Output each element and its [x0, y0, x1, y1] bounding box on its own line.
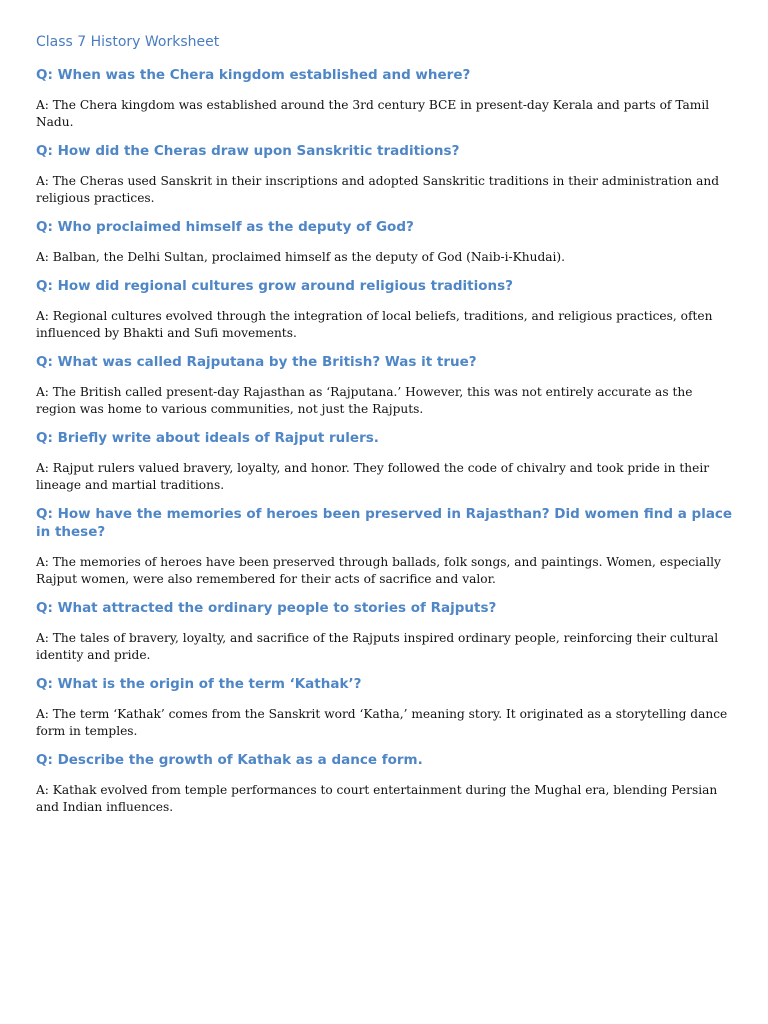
- qa-item-8: [36, 599, 734, 664]
- question-text: Q: When was the Chera kingdom established and where?: [36, 67, 471, 83]
- qa-item-10: [36, 751, 734, 816]
- answer-text: A: The term ‘Kathak’ comes from the Sanskrit word ‘Katha,’ meaning story. It originated as a storytelling dance form in temples.: [36, 707, 728, 738]
- answer-text: A: The memories of heroes have been preserved through ballads, folk songs, and paintings. Women, especially Rajput women, were also remembered for their acts of sacrifice and valor.: [36, 555, 721, 586]
- answer-text: A: The tales of bravery, loyalty, and sacrifice of the Rajputs inspired ordinary people, reinforcing their cultural identity and pride.: [36, 631, 719, 662]
- qa-item-3: [36, 218, 734, 266]
- answer-text: A: Regional cultures evolved through the integration of local beliefs, traditions, and religious practices, often influenced by Bhakti and Sufi movements.: [36, 309, 713, 340]
- question-text: Q: How have the memories of heroes been preserved in Rajasthan? Did women find a place in these?: [36, 506, 733, 540]
- answer-text: A: Kathak evolved from temple performances to court entertainment during the Mughal era, blending Persian and Indian influences.: [36, 783, 718, 814]
- answer-text: A: Balban, the Delhi Sultan, proclaimed himself as the deputy of God (Naib-i-Khudai).: [36, 250, 566, 264]
- qa-item-6: [36, 429, 734, 494]
- document-title: Class 7 History Worksheet: [36, 34, 220, 50]
- question-text: Q: How did the Cheras draw upon Sanskritic traditions?: [36, 143, 460, 159]
- qa-item-2: [36, 142, 734, 207]
- question-text: Q: What is the origin of the term ‘Kathak’?: [36, 676, 362, 692]
- question-text: Q: Briefly write about ideals of Rajput rulers.: [36, 430, 379, 446]
- qa-item-9: [36, 675, 734, 740]
- answer-text: A: The Chera kingdom was established around the 3rd century BCE in present-day Kerala and parts of Tamil Nadu.: [36, 98, 710, 129]
- question-text: Q: What was called Rajputana by the British? Was it true?: [36, 354, 477, 370]
- answer-text: A: The Cheras used Sanskrit in their inscriptions and adopted Sanskritic traditions in their administration and religious practices.: [36, 174, 720, 205]
- qa-item-1: [36, 66, 734, 131]
- question-text: Q: Describe the growth of Kathak as a dance form.: [36, 752, 423, 768]
- answer-text: A: The British called present-day Rajasthan as ‘Rajputana.’ However, this was not entirely accurate as the region was home to various communities, not just the Rajputs.: [36, 385, 693, 416]
- qa-item-5: [36, 353, 734, 418]
- question-text: Q: What attracted the ordinary people to stories of Rajputs?: [36, 600, 497, 616]
- qa-item-7: [36, 505, 734, 588]
- question-text: Q: Who proclaimed himself as the deputy of God?: [36, 219, 414, 235]
- question-text: Q: How did regional cultures grow around religious traditions?: [36, 278, 513, 294]
- qa-item-4: [36, 277, 734, 342]
- answer-text: A: Rajput rulers valued bravery, loyalty, and honor. They followed the code of chivalry and took pride in their lineage and martial traditions.: [36, 461, 710, 492]
